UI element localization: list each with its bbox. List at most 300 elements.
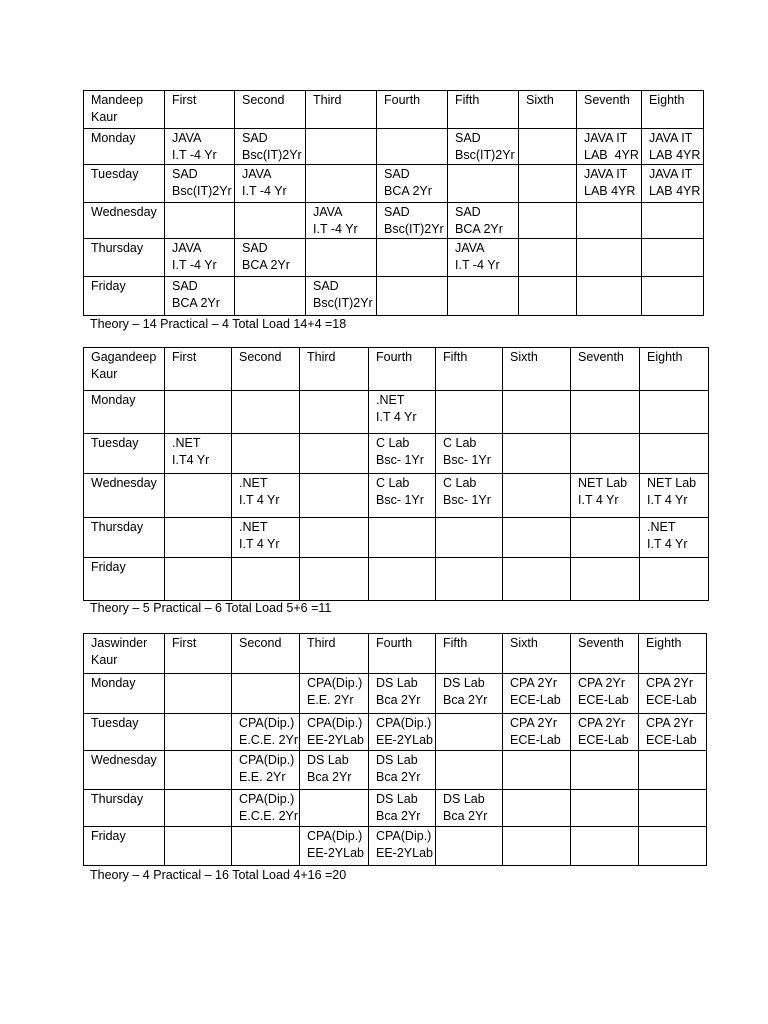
class-slot <box>369 714 436 751</box>
load-summary: Theory – 4 Practical – 16 Total Load 4+16 =20 <box>90 868 347 882</box>
free-slot <box>232 558 300 601</box>
day-row <box>84 129 704 165</box>
class-slot <box>235 129 306 165</box>
class-slot <box>165 165 235 203</box>
free-slot <box>436 751 503 790</box>
subject-label: DS Lab <box>307 753 349 767</box>
period-header <box>165 634 232 674</box>
class-group-label: ECE-Lab <box>510 693 561 707</box>
free-slot <box>300 790 369 827</box>
day-row <box>84 827 707 866</box>
period-label: Third <box>307 636 336 650</box>
class-slot <box>377 165 448 203</box>
subject-label: JAVA <box>172 131 202 145</box>
period-header <box>377 91 448 129</box>
day-cell <box>84 165 165 203</box>
subject-label: C Lab <box>376 476 410 490</box>
class-group-label: Bsc- 1Yr <box>376 493 424 507</box>
free-slot <box>571 827 639 866</box>
free-slot <box>571 434 640 474</box>
period-header <box>503 348 571 391</box>
day-cell <box>84 239 165 277</box>
free-slot <box>306 239 377 277</box>
day-cell <box>84 714 165 751</box>
free-slot <box>436 714 503 751</box>
subject-label: DS Lab <box>443 676 485 690</box>
free-slot <box>232 674 300 714</box>
free-slot <box>639 827 707 866</box>
free-slot <box>503 751 571 790</box>
day-cell <box>84 391 165 434</box>
class-group-label: Bsc(IT)2Yr <box>455 148 515 162</box>
class-group-label: LAB 4YR <box>584 148 639 162</box>
day-label: Wednesday <box>91 753 157 767</box>
subject-label: CPA(Dip.) <box>376 829 432 843</box>
day-label: Thursday <box>91 520 144 534</box>
subject-label: C Lab <box>376 436 410 450</box>
class-group-label: I.T -4 Yr <box>455 258 500 272</box>
free-slot <box>577 203 642 239</box>
free-slot <box>165 714 232 751</box>
class-slot <box>369 751 436 790</box>
free-slot <box>165 518 232 558</box>
period-header <box>571 348 640 391</box>
period-header <box>235 91 306 129</box>
free-slot <box>519 277 577 316</box>
day-row <box>84 239 704 277</box>
class-group-label: ECE-Lab <box>646 733 697 747</box>
class-group-label: Bsc- 1Yr <box>376 453 424 467</box>
period-header <box>232 348 300 391</box>
free-slot <box>639 751 707 790</box>
subject-label: CPA(Dip.) <box>307 676 363 690</box>
class-group-label: E.C.E. 2Yr <box>239 733 299 747</box>
free-slot <box>436 827 503 866</box>
day-label: Monday <box>91 131 136 145</box>
period-label: Second <box>239 350 282 364</box>
free-slot <box>642 203 704 239</box>
subject-label: C Lab <box>443 436 477 450</box>
free-slot <box>165 674 232 714</box>
period-label: Seventh <box>578 636 624 650</box>
free-slot <box>448 165 519 203</box>
subject-label: C Lab <box>443 476 477 490</box>
free-slot <box>571 391 640 434</box>
teacher-name: Jaswinder Kaur <box>91 636 148 667</box>
subject-label: .NET <box>239 476 268 490</box>
period-label: Fourth <box>376 636 413 650</box>
period-label: Second <box>242 93 285 107</box>
teacher-name-cell <box>84 348 165 391</box>
teacher-name-cell <box>84 91 165 129</box>
day-label: Friday <box>91 829 126 843</box>
free-slot <box>300 434 369 474</box>
class-slot <box>300 674 369 714</box>
day-label: Monday <box>91 676 136 690</box>
period-label: Third <box>307 350 336 364</box>
class-group-label: Bsc(IT)2Yr <box>384 222 444 236</box>
teacher-name-cell <box>84 634 165 674</box>
subject-label: JAVA IT <box>649 167 693 181</box>
free-slot <box>503 474 571 518</box>
day-label: Monday <box>91 393 136 407</box>
class-slot <box>235 239 306 277</box>
free-slot <box>165 558 232 601</box>
free-slot <box>571 790 639 827</box>
day-cell <box>84 674 165 714</box>
free-slot <box>165 474 232 518</box>
class-group-label: I.T4 Yr <box>172 453 210 467</box>
subject-label: JAVA <box>172 241 202 255</box>
day-label: Tuesday <box>91 167 139 181</box>
class-slot <box>639 714 707 751</box>
free-slot <box>377 277 448 316</box>
class-slot <box>503 714 571 751</box>
free-slot <box>503 518 571 558</box>
day-row <box>84 277 704 316</box>
class-group-label: I.T -4 Yr <box>313 222 358 236</box>
period-label: Fifth <box>443 350 468 364</box>
period-header <box>640 348 709 391</box>
free-slot <box>300 391 369 434</box>
class-slot <box>165 239 235 277</box>
subject-label: CPA 2Yr <box>646 676 694 690</box>
free-slot <box>436 558 503 601</box>
free-slot <box>369 558 436 601</box>
class-group-label: ECE-Lab <box>578 693 629 707</box>
free-slot <box>300 518 369 558</box>
day-label: Thursday <box>91 792 144 806</box>
free-slot <box>640 391 709 434</box>
subject-label: SAD <box>242 131 268 145</box>
day-row <box>84 674 707 714</box>
subject-label: CPA 2Yr <box>578 716 626 730</box>
free-slot <box>503 434 571 474</box>
timetable <box>83 90 704 316</box>
period-header <box>300 348 369 391</box>
free-slot <box>232 827 300 866</box>
class-slot <box>642 165 704 203</box>
period-label: Second <box>239 636 282 650</box>
free-slot <box>165 790 232 827</box>
free-slot <box>232 391 300 434</box>
subject-label: SAD <box>384 167 410 181</box>
period-header <box>300 634 369 674</box>
class-slot <box>300 827 369 866</box>
class-slot <box>232 790 300 827</box>
free-slot <box>519 129 577 165</box>
class-slot <box>436 434 503 474</box>
period-header <box>369 348 436 391</box>
subject-label: NET Lab <box>578 476 628 490</box>
free-slot <box>436 518 503 558</box>
class-slot <box>448 129 519 165</box>
period-label: First <box>172 350 197 364</box>
day-cell <box>84 277 165 316</box>
class-slot <box>165 277 235 316</box>
class-group-label: I.T 4 Yr <box>239 493 280 507</box>
free-slot <box>640 434 709 474</box>
period-header <box>232 634 300 674</box>
header-row <box>84 634 707 674</box>
class-group-label: I.T -4 Yr <box>172 258 217 272</box>
day-cell <box>84 790 165 827</box>
class-slot <box>300 714 369 751</box>
free-slot <box>503 827 571 866</box>
day-label: Friday <box>91 279 126 293</box>
subject-label: DS Lab <box>376 792 418 806</box>
free-slot <box>577 239 642 277</box>
free-slot <box>165 751 232 790</box>
period-header <box>639 634 707 674</box>
teacher-name: Mandeep Kaur <box>91 93 144 124</box>
day-row <box>84 790 707 827</box>
subject-label: .NET <box>172 436 201 450</box>
subject-label: JAVA <box>455 241 485 255</box>
load-summary: Theory – 5 Practical – 6 Total Load 5+6 =11 <box>90 601 332 615</box>
free-slot <box>369 518 436 558</box>
class-group-label: Bsc- 1Yr <box>443 493 491 507</box>
period-label: Eighth <box>647 350 683 364</box>
class-slot <box>377 203 448 239</box>
header-row <box>84 348 709 391</box>
free-slot <box>165 827 232 866</box>
class-group-label: ECE-Lab <box>646 693 697 707</box>
class-group-label: LAB 4YR <box>649 184 701 198</box>
free-slot <box>503 790 571 827</box>
day-label: Tuesday <box>91 436 139 450</box>
day-row <box>84 391 709 434</box>
class-group-label: BCA 2Yr <box>384 184 432 198</box>
free-slot <box>571 558 640 601</box>
subject-label: CPA(Dip.) <box>239 753 295 767</box>
period-label: Third <box>313 93 342 107</box>
class-slot <box>448 239 519 277</box>
period-header <box>436 348 503 391</box>
class-group-label: I.T 4 Yr <box>376 410 417 424</box>
subject-label: DS Lab <box>443 792 485 806</box>
free-slot <box>377 239 448 277</box>
free-slot <box>306 165 377 203</box>
day-row <box>84 165 704 203</box>
class-slot <box>369 434 436 474</box>
day-row <box>84 434 709 474</box>
period-label: Eighth <box>649 93 685 107</box>
day-cell <box>84 558 165 601</box>
period-label: Eighth <box>646 636 682 650</box>
class-slot <box>232 518 300 558</box>
day-cell <box>84 827 165 866</box>
class-group-label: EE-2YLab <box>307 733 364 747</box>
timetable <box>83 347 709 601</box>
free-slot <box>503 391 571 434</box>
subject-label: SAD <box>384 205 410 219</box>
free-slot <box>642 277 704 316</box>
free-slot <box>571 751 639 790</box>
class-slot <box>300 751 369 790</box>
class-slot <box>448 203 519 239</box>
class-group-label: I.T -4 Yr <box>242 184 287 198</box>
class-slot <box>639 674 707 714</box>
class-slot <box>306 277 377 316</box>
free-slot <box>377 129 448 165</box>
period-label: Fifth <box>455 93 480 107</box>
subject-label: .NET <box>376 393 405 407</box>
free-slot <box>503 558 571 601</box>
class-slot <box>369 674 436 714</box>
class-group-label: Bsc(IT)2Yr <box>172 184 232 198</box>
period-label: Sixth <box>510 636 538 650</box>
free-slot <box>448 277 519 316</box>
day-label: Thursday <box>91 241 144 255</box>
teacher-name: Gagandeep Kaur <box>91 350 157 381</box>
class-slot <box>577 129 642 165</box>
period-label: First <box>172 636 197 650</box>
subject-label: CPA(Dip.) <box>239 716 295 730</box>
class-group-label: EE-2YLab <box>376 733 433 747</box>
subject-label: CPA(Dip.) <box>376 716 432 730</box>
period-header <box>165 91 235 129</box>
subject-label: JAVA <box>313 205 343 219</box>
subject-label: JAVA IT <box>584 131 628 145</box>
subject-label: SAD <box>172 167 198 181</box>
subject-label: DS Lab <box>376 676 418 690</box>
day-cell <box>84 129 165 165</box>
period-label: Fourth <box>376 350 413 364</box>
day-label: Wednesday <box>91 205 157 219</box>
class-slot <box>642 129 704 165</box>
class-group-label: Bca 2Yr <box>443 693 488 707</box>
day-row <box>84 203 704 239</box>
period-label: First <box>172 93 197 107</box>
class-slot <box>369 827 436 866</box>
class-slot <box>571 674 639 714</box>
free-slot <box>300 558 369 601</box>
free-slot <box>165 203 235 239</box>
subject-label: JAVA IT <box>584 167 628 181</box>
subject-label: SAD <box>242 241 268 255</box>
class-group-label: I.T 4 Yr <box>647 493 688 507</box>
period-header <box>369 634 436 674</box>
period-header <box>642 91 704 129</box>
subject-label: JAVA <box>242 167 272 181</box>
subject-label: CPA 2Yr <box>510 716 558 730</box>
free-slot <box>235 203 306 239</box>
day-label: Tuesday <box>91 716 139 730</box>
subject-label: JAVA IT <box>649 131 693 145</box>
period-header <box>448 91 519 129</box>
subject-label: .NET <box>647 520 676 534</box>
period-header <box>503 634 571 674</box>
class-slot <box>369 790 436 827</box>
day-row <box>84 714 707 751</box>
class-slot <box>369 391 436 434</box>
class-group-label: E.C.E. 2Yr <box>239 809 299 823</box>
subject-label: SAD <box>313 279 339 293</box>
timetable-body <box>84 348 709 601</box>
subject-label: CPA 2Yr <box>510 676 558 690</box>
class-group-label: Bca 2Yr <box>376 809 421 823</box>
day-label: Friday <box>91 560 126 574</box>
free-slot <box>519 239 577 277</box>
class-group-label: LAB 4YR <box>649 148 701 162</box>
period-label: Seventh <box>578 350 624 364</box>
free-slot <box>165 391 232 434</box>
class-group-label: EE-2YLab <box>307 846 364 860</box>
subject-label: SAD <box>455 205 481 219</box>
period-header <box>436 634 503 674</box>
class-group-label: I.T 4 Yr <box>239 537 280 551</box>
class-group-label: LAB 4YR <box>584 184 636 198</box>
period-label: Seventh <box>584 93 630 107</box>
subject-label: NET Lab <box>647 476 697 490</box>
day-row <box>84 558 709 601</box>
free-slot <box>519 203 577 239</box>
day-cell <box>84 474 165 518</box>
free-slot <box>436 391 503 434</box>
free-slot <box>639 790 707 827</box>
free-slot <box>640 558 709 601</box>
class-group-label: E.E. 2Yr <box>239 770 286 784</box>
class-slot <box>503 674 571 714</box>
class-slot <box>306 203 377 239</box>
class-group-label: Bca 2Yr <box>307 770 352 784</box>
day-row <box>84 751 707 790</box>
class-slot <box>640 518 709 558</box>
timetable <box>83 633 707 866</box>
period-label: Sixth <box>510 350 538 364</box>
day-cell <box>84 434 165 474</box>
header-row <box>84 91 704 129</box>
day-cell <box>84 203 165 239</box>
period-header <box>577 91 642 129</box>
class-group-label: BCA 2Yr <box>242 258 290 272</box>
period-label: Sixth <box>526 93 554 107</box>
class-group-label: I.T 4 Yr <box>578 493 619 507</box>
subject-label: CPA(Dip.) <box>307 716 363 730</box>
free-slot <box>235 277 306 316</box>
class-group-label: Bsc(IT)2Yr <box>242 148 302 162</box>
class-slot <box>232 474 300 518</box>
class-group-label: E.E. 2Yr <box>307 693 354 707</box>
class-slot <box>232 751 300 790</box>
period-header <box>306 91 377 129</box>
period-label: Fourth <box>384 93 421 107</box>
free-slot <box>300 474 369 518</box>
class-slot <box>165 129 235 165</box>
subject-label: CPA 2Yr <box>578 676 626 690</box>
period-header <box>519 91 577 129</box>
free-slot <box>571 518 640 558</box>
class-slot <box>571 474 640 518</box>
free-slot <box>577 277 642 316</box>
free-slot <box>642 239 704 277</box>
class-group-label: EE-2YLab <box>376 846 433 860</box>
class-slot <box>235 165 306 203</box>
class-slot <box>436 474 503 518</box>
class-group-label: I.T 4 Yr <box>647 537 688 551</box>
day-row <box>84 518 709 558</box>
day-cell <box>84 518 165 558</box>
day-cell <box>84 751 165 790</box>
class-slot <box>571 714 639 751</box>
period-header <box>571 634 639 674</box>
class-group-label: Bsc(IT)2Yr <box>313 296 373 310</box>
class-slot <box>640 474 709 518</box>
timetable-body <box>84 91 704 316</box>
class-slot <box>369 474 436 518</box>
load-summary: Theory – 14 Practical – 4 Total Load 14+4 =18 <box>90 317 347 331</box>
